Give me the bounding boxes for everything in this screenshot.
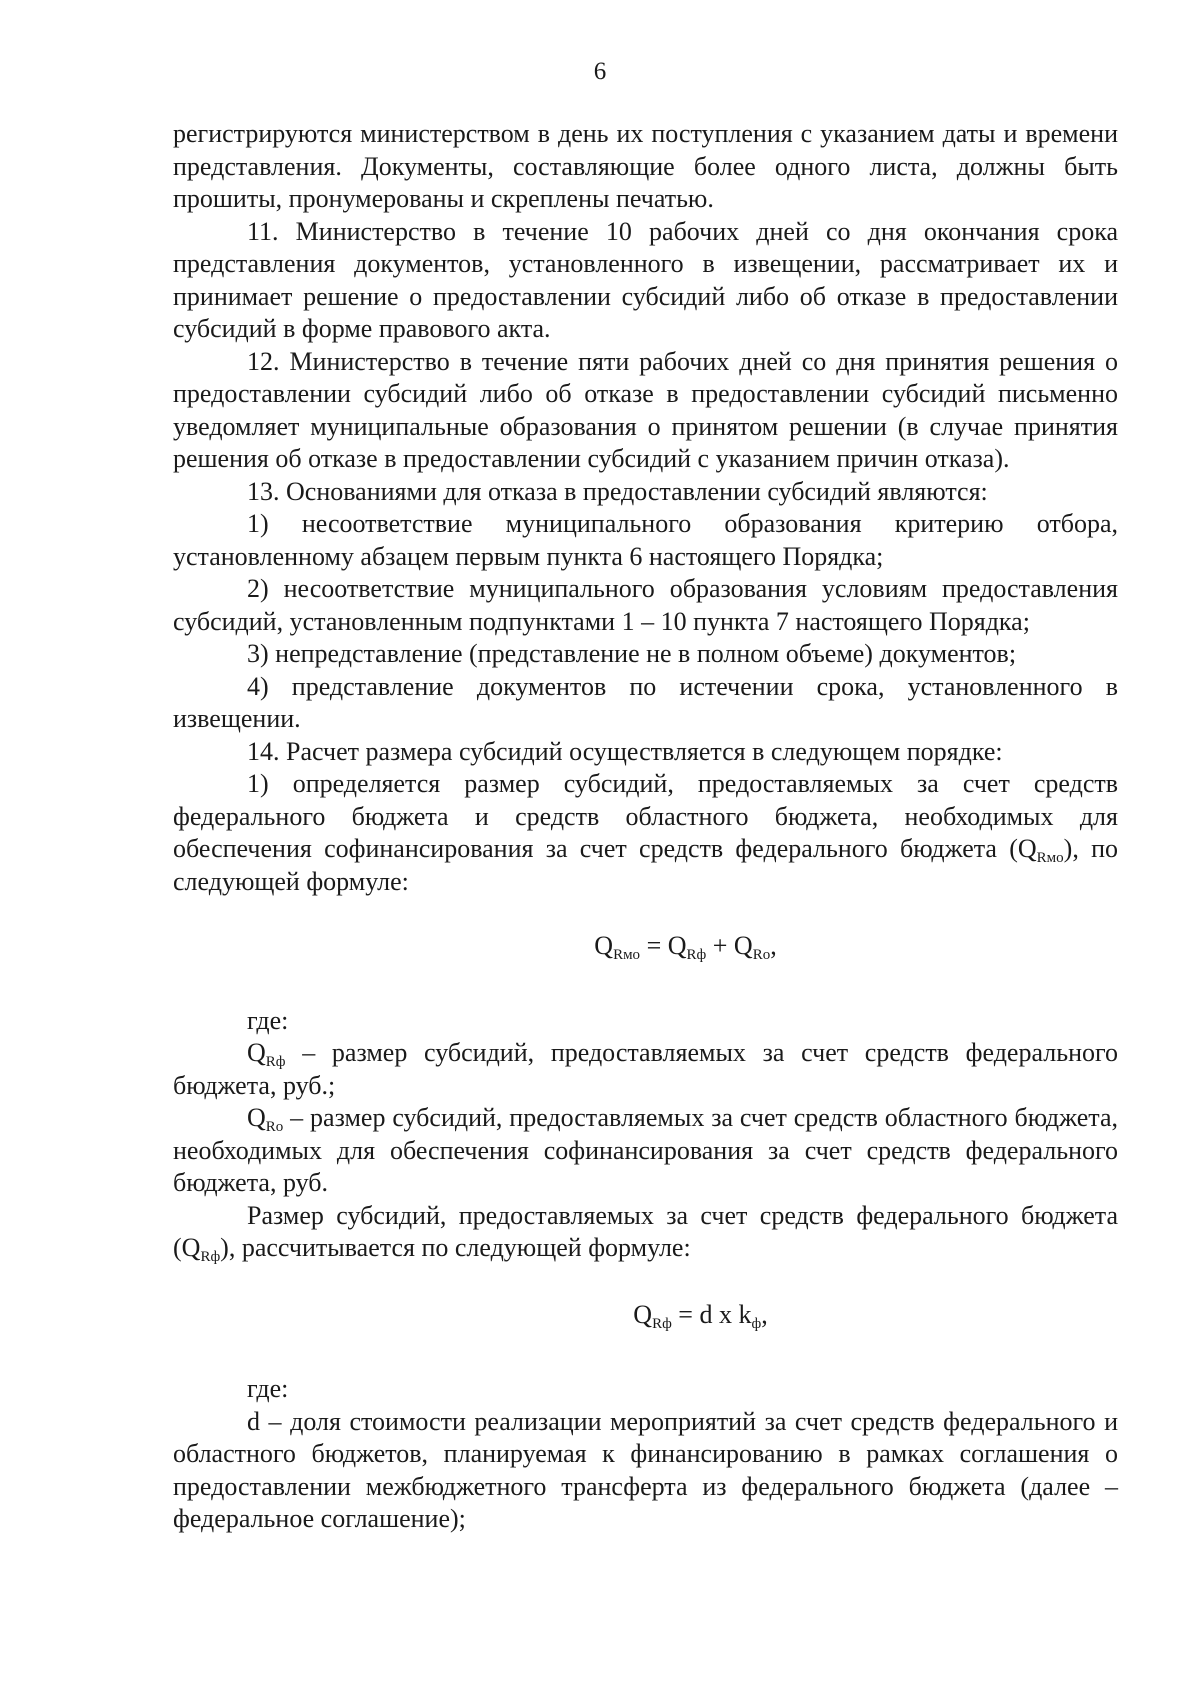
subscript: Rф — [652, 1315, 672, 1332]
paragraph-14-item-1-text: 1) определяется размер субсидий, предоставляемых за счет средств федерального бюджета и средств областного бюджета, необходимых для обеспечения софинансирования за счет средств федерального бюджета (Q — [173, 769, 1118, 863]
subscript: Rф — [686, 947, 707, 963]
where-label-2: где: — [247, 1374, 289, 1403]
formula-operator: + — [706, 931, 734, 960]
paragraph-13-item-1: 1) несоответствие муниципального образования критерию отбора, установленному абзацем первым пункта 6 настоящего Порядка; — [173, 509, 1118, 571]
formula-operator: = — [640, 931, 668, 960]
paragraph-continuation: регистрируются министерством в день их поступления с указанием даты и времени представления. Документы, составляющие более одного листа, должны быть прошиты, пронумерованы и скреплены печатью. — [173, 119, 1118, 213]
page-number: 6 — [593, 58, 607, 85]
subscript: Ro — [752, 947, 771, 963]
definition-d: d – доля стоимости реализации мероприятий за счет средств федерального и областного бюджетов, планируемая к финансированию в рамках соглашения о предоставлении межбюджетного трансферта из федерального бюджета (далее – федеральное соглашение); — [173, 1406, 1118, 1533]
subscript: Rф — [200, 1249, 221, 1265]
paragraph-text: Размер субсидий, предоставляемых за счет средств федерального бюджета (Q — [173, 1200, 1118, 1262]
formula-q-rf — [173, 1265, 1118, 1374]
paragraph-size — [173, 1200, 1118, 1265]
where-label-1: где: — [247, 1005, 289, 1035]
definition-text: – размер субсидий, предоставляемых за счет средств областного бюджета, необходимых для обеспечения софинансирования за счет средств федерального бюджета, руб. — [173, 1103, 1118, 1197]
paragraph-13: 13. Основаниями для отказа в предоставлении субсидий являются: — [247, 476, 988, 506]
formula-symbol: Q — [247, 1103, 266, 1132]
formula-punctuation: , — [770, 931, 777, 960]
formula-symbol: Q — [733, 931, 753, 960]
subscript: Rмо — [1036, 850, 1064, 866]
paragraph-13-item-4: 4) представление документов по истечении срока, установленного в извещении. — [173, 671, 1118, 733]
subscript: Ro — [265, 1119, 284, 1135]
paragraph-14: 14. Расчет размера субсидий осуществляется в следующем порядке: — [247, 736, 1003, 766]
formula-q-rmo — [173, 898, 1118, 1005]
formula-symbol: Q — [247, 1038, 266, 1067]
definition-q-rf — [173, 1037, 1118, 1102]
formula-punctuation: , — [761, 1299, 768, 1329]
subscript: Rмо — [613, 947, 641, 963]
document-body — [173, 118, 1118, 1536]
paragraph-12: 12. Министерство в течение пяти рабочих дней со дня принятия решения о предоставлении субсидий либо об отказе в предоставлении субсидий письменно уведомляет муниципальные образования о принятом решении (в случае принятия решения об отказе в предоставлении субсидий с указанием причин отказа). — [173, 346, 1118, 473]
formula-symbol: Q — [667, 931, 687, 960]
paragraph-11: 11. Министерство в течение 10 рабочих дней со дня окончания срока представления документов, установленного в извещении, рассматривает их и принимает решение о предоставлении субсидий либо об отказе в предоставлении субсидий в форме правового акта. — [173, 216, 1118, 343]
paragraph-14-item-1 — [173, 768, 1118, 898]
paragraph-text: ), рассчитывается по следующей формуле: — [220, 1233, 691, 1262]
subscript: ф — [751, 1315, 762, 1332]
definition-q-ro — [173, 1102, 1118, 1200]
definition-text: – размер субсидий, предоставляемых за счет средств федерального бюджета, руб.; — [173, 1038, 1118, 1100]
formula-symbol: Q — [633, 1299, 653, 1329]
formula-expression: = d x k — [671, 1299, 752, 1329]
paragraph-14-item-1-tail: ), по следующей формуле: — [173, 834, 1118, 896]
paragraph-13-item-2: 2) несоответствие муниципального образования условиям предоставления субсидий, установленным подпунктами 1 – 10 пункта 7 настоящего Порядка; — [173, 574, 1118, 636]
subscript: Rф — [265, 1054, 286, 1070]
paragraph-13-item-3: 3) непредставление (представление не в полном объеме) документов; — [247, 639, 1017, 668]
formula-symbol: Q — [594, 931, 614, 960]
